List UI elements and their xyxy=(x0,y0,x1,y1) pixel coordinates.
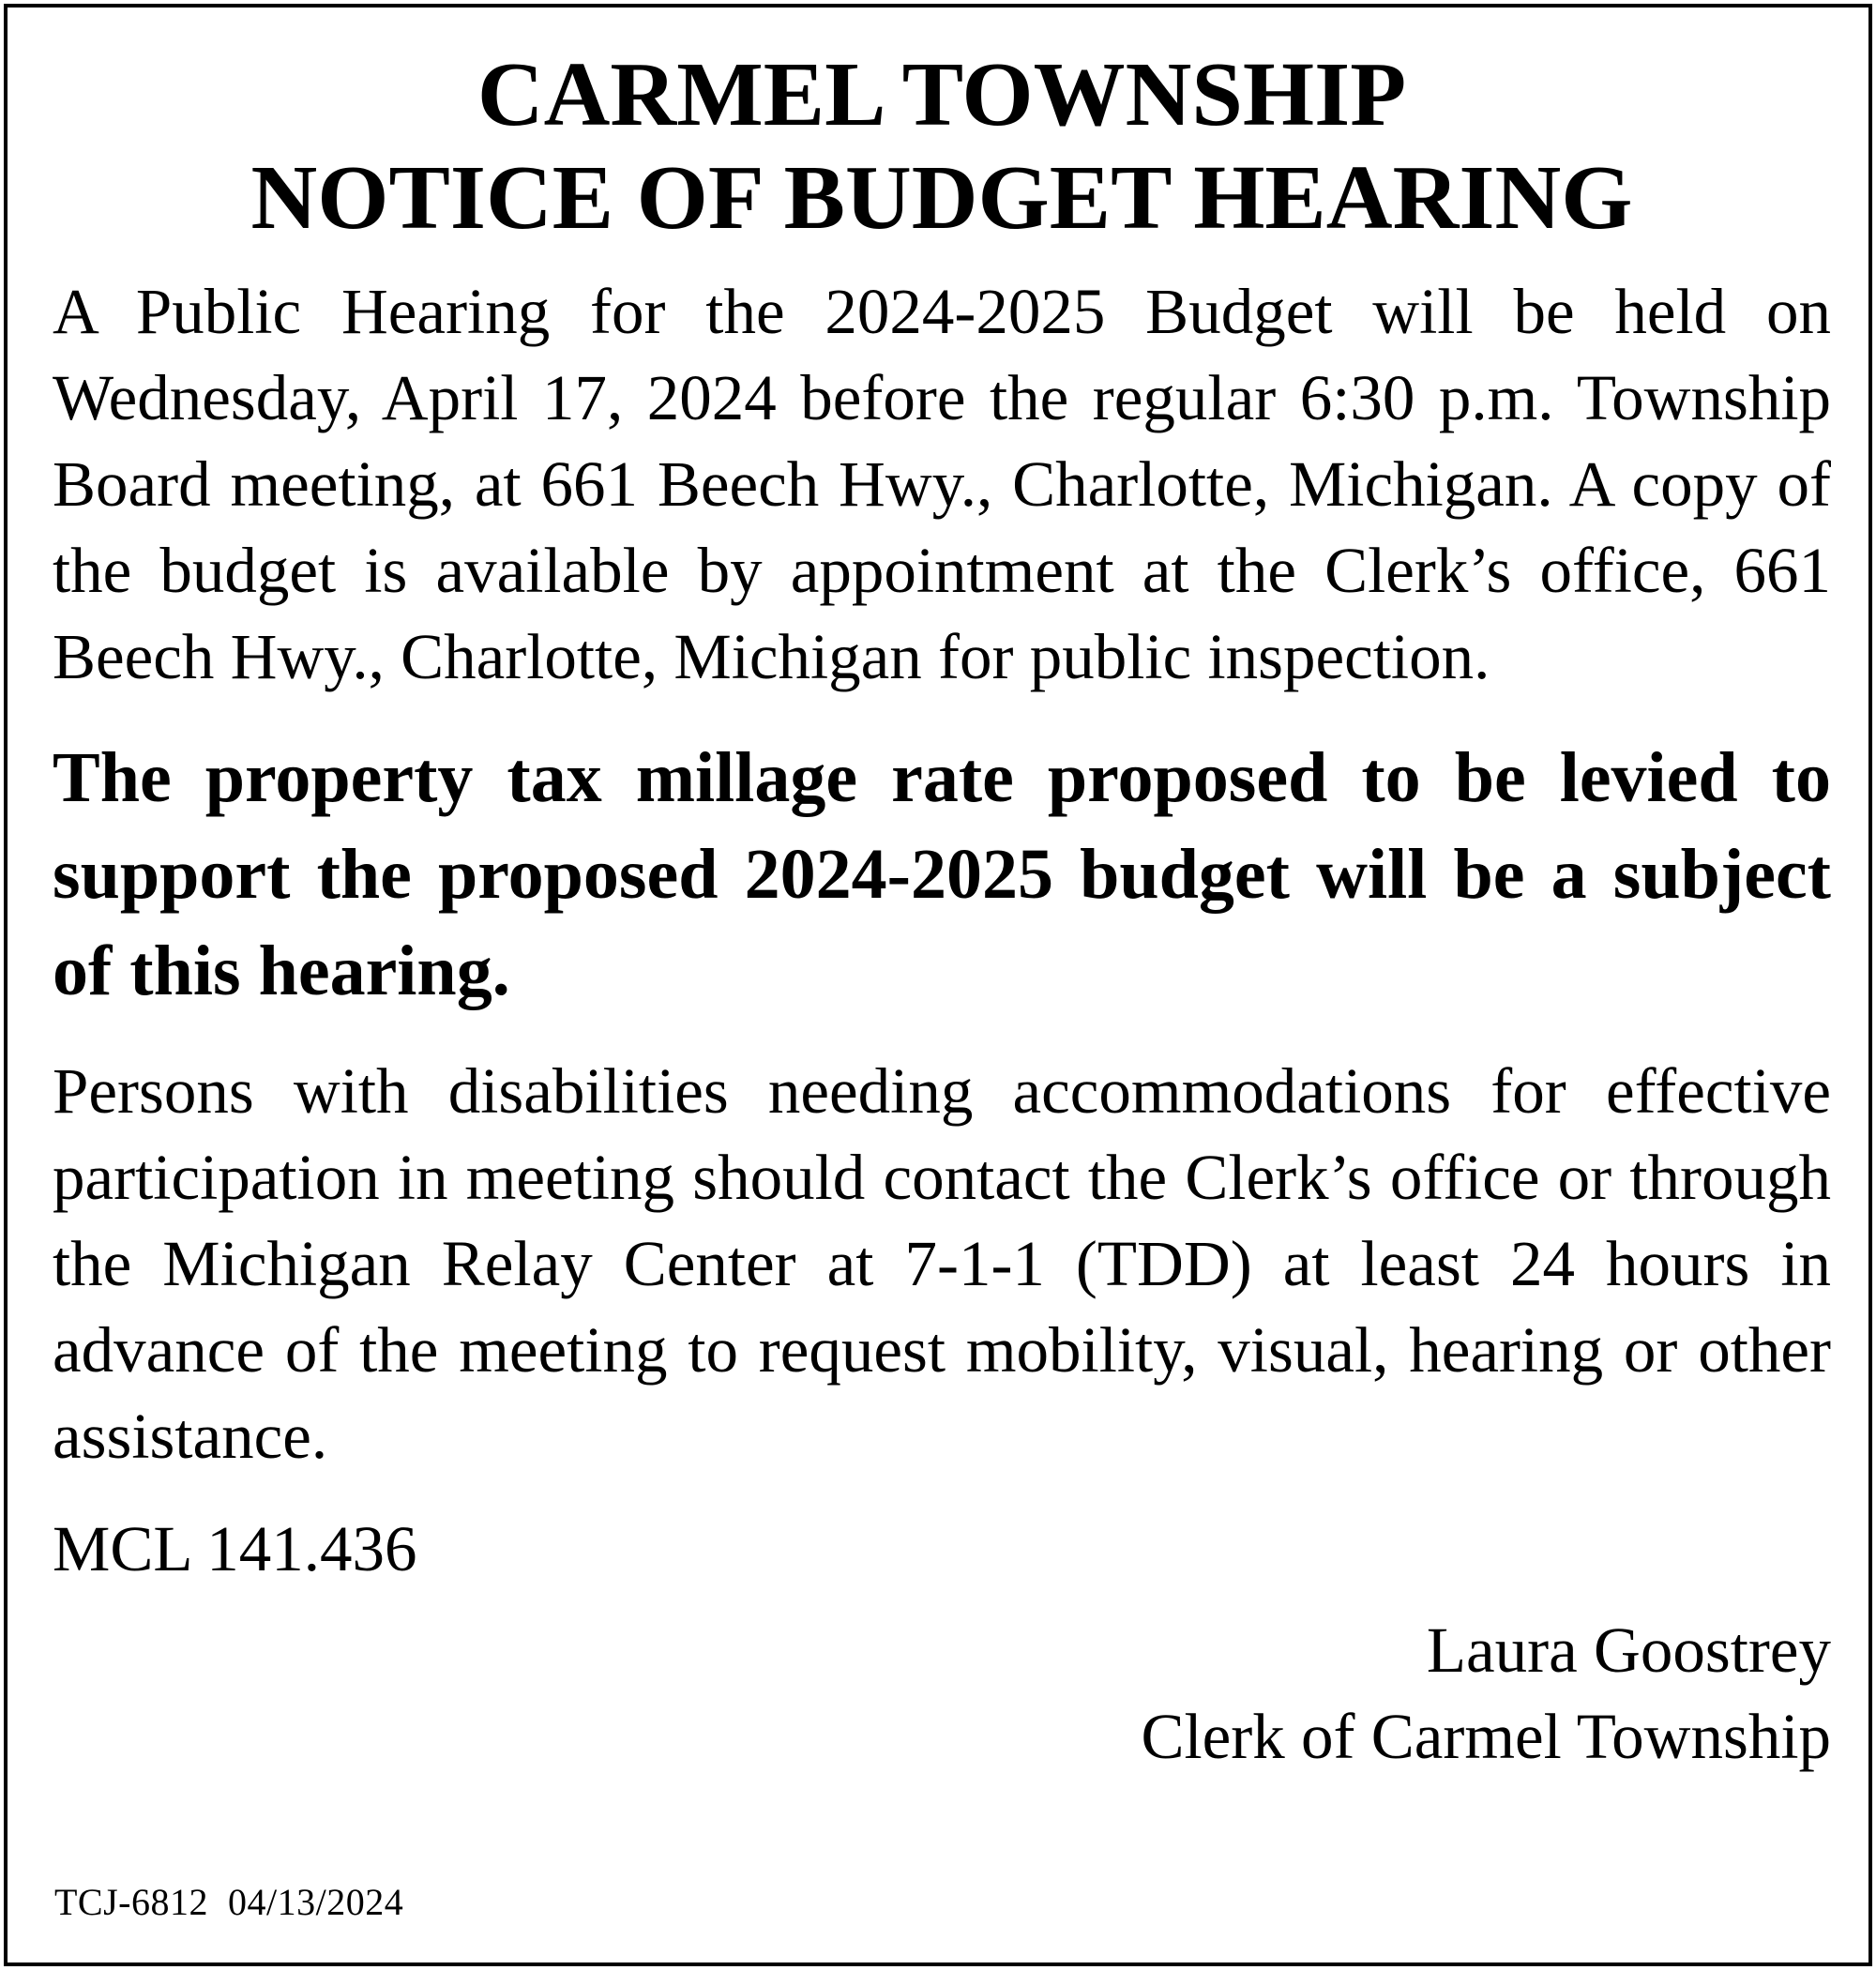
notice-content xyxy=(53,43,1831,1780)
notice-border xyxy=(4,4,1872,1966)
publication-id: TCJ-6812 04/13/2024 xyxy=(54,1881,404,1923)
title-township: CARMEL TOWNSHIP xyxy=(477,44,1407,145)
title-notice-type: NOTICE OF BUDGET HEARING xyxy=(250,147,1633,249)
signer-name: Laura Goostrey xyxy=(1426,1614,1831,1686)
accessibility-paragraph: Persons with disabilities needing accommodations for effective participation in meeting should contact the Clerk’s office or through the Michigan Relay Center at 7-1-1 (TDD) at least 24 hours in advance of the meeting to request mobility, visual, hearing or other assistance. xyxy=(53,1055,1831,1472)
statute-reference: MCL 141.436 xyxy=(53,1513,417,1584)
hearing-details-paragraph: A Public Hearing for the 2024-2025 Budget will be held on Wednesday, April 17, 2024 before the regular 6:30 p.m. Township Board meeting, at 661 Beech Hwy., Charlotte, Michigan. A copy of the budget is available by appointment at the Clerk’s office, 661 Beech Hwy., Charlotte, Michigan for public inspection. xyxy=(53,276,1831,692)
millage-rate-statement: The property tax millage rate proposed to be levied to support the proposed 2024-2025 budget will be a subject of this hearing. xyxy=(53,738,1831,1010)
signer-title: Clerk of Carmel Township xyxy=(1141,1701,1831,1772)
notice-title xyxy=(53,43,1831,250)
signature-block xyxy=(53,1607,1831,1780)
